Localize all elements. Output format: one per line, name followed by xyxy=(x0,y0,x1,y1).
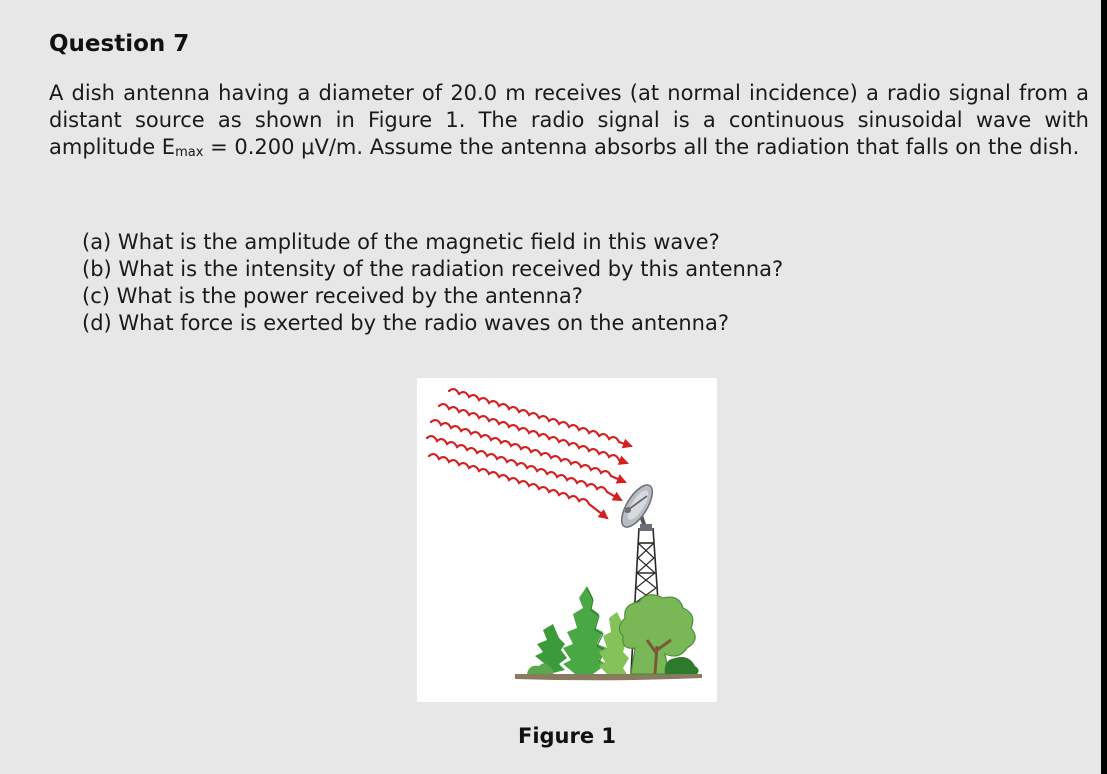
question-part-d: (d) What force is exerted by the radio waves on the antenna? xyxy=(82,311,730,335)
emax-subscript: max xyxy=(175,145,204,160)
figure-1-illustration xyxy=(417,378,717,702)
trees xyxy=(527,586,699,674)
radio-waves xyxy=(427,389,631,518)
question-part-a: (a) What is the amplitude of the magnetic field in this wave? xyxy=(82,230,720,254)
question-parts-list xyxy=(82,229,783,337)
figure-caption: Figure 1 xyxy=(517,724,617,748)
question-part-b: (b) What is the intensity of the radiation received by this antenna? xyxy=(82,257,784,281)
radio-wave-1 xyxy=(449,389,631,446)
question-title: Question 7 xyxy=(49,31,190,57)
intro-text-part1: A dish antenna having a diameter of 20.0 m receives (at normal incidence) a radio signal from a distant source as shown in Figure 1. The radio signal is a continuous sinusoidal wave with amplitude E xyxy=(49,81,1089,159)
dish-antenna xyxy=(616,480,658,531)
question-intro xyxy=(49,80,1089,166)
ground xyxy=(515,674,702,680)
question-part-c: (c) What is the power received by the antenna? xyxy=(82,284,583,308)
intro-text-part2: = 0.200 μV/m. Assume the antenna absorbs all the radiation that falls on the dish. xyxy=(203,135,1080,159)
